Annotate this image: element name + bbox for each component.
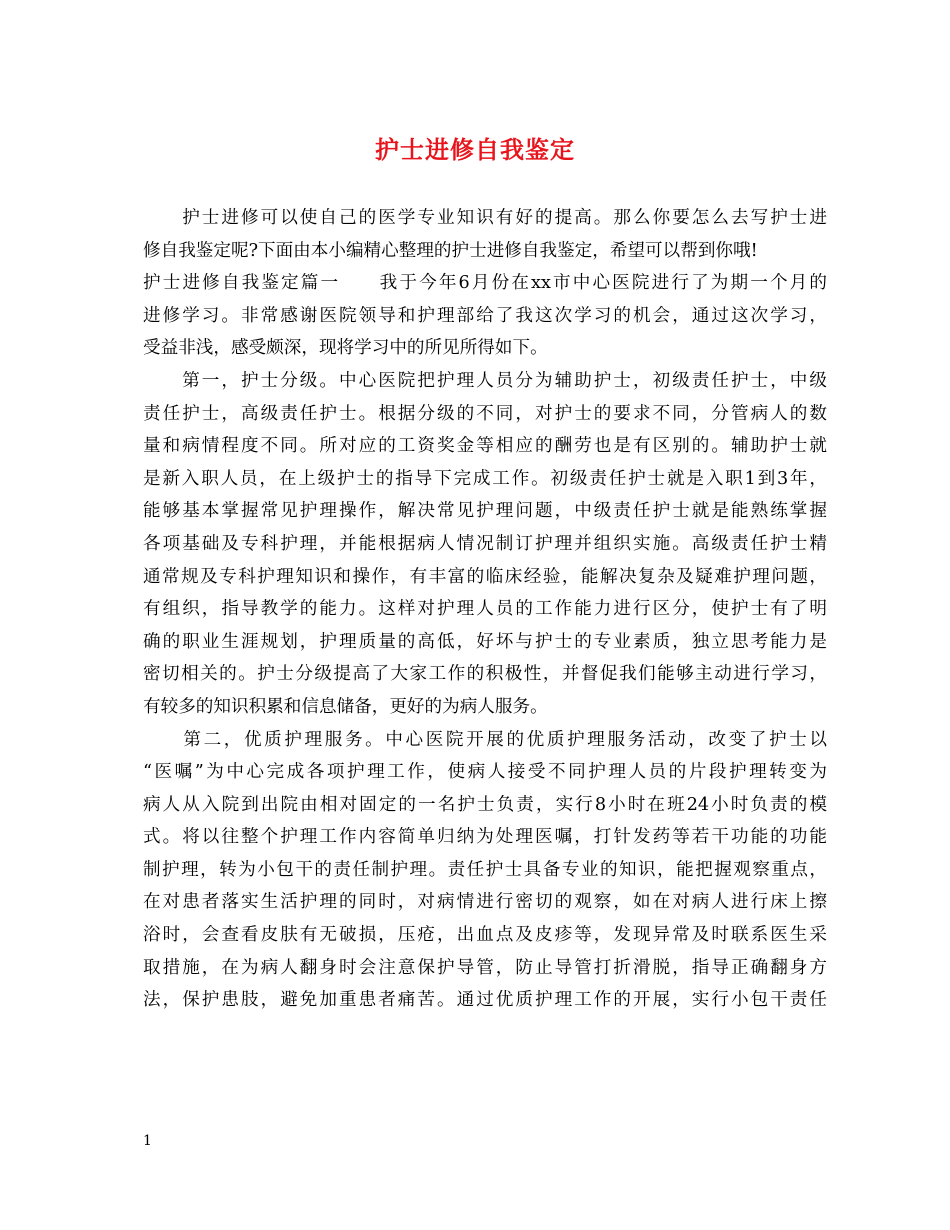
text-line: 进修学习。非常感谢医院领导和护理部给了我这次学习的机会，通过这次学习， bbox=[143, 305, 827, 326]
text-line: 在对患者落实生活护理的同时，对病情进行密切的观察，如在对病人进行床上擦 bbox=[143, 892, 827, 913]
document-body bbox=[143, 202, 827, 1017]
text-line: 法，保护患肢，避免加重患者痛苦。通过优质护理工作的开展，实行小包干责任 bbox=[143, 990, 827, 1011]
page-number: 1 bbox=[143, 1133, 152, 1149]
text-line: 密切相关的。护士分级提高了大家工作的积极性，并督促我们能够主动进行学习， bbox=[143, 664, 827, 685]
text-line: 有组织，指导教学的能力。这样对护理人员的工作能力进行区分，使护士有了明 bbox=[143, 599, 827, 620]
text-line: 护士进修可以使自己的医学专业知识有好的提高。那么你要怎么去写护士进 bbox=[143, 208, 827, 228]
text-line: 浴时，会查看皮肤有无破损，压疮，出血点及皮疹等，发现异常及时联系医生采 bbox=[143, 925, 827, 946]
text-line: 式。将以往整个护理工作内容简单归纳为处理医嘱，打针发药等若干功能的功能 bbox=[143, 827, 827, 848]
text-line: 取措施，在为病人翻身时会注意保护导管，防止导管打折滑脱，指导正确翻身方 bbox=[143, 957, 827, 978]
text-line: 受益非浅，感受颇深，现将学习中的所见所得如下。 bbox=[143, 338, 548, 359]
text-line: 是新入职人员，在上级护士的指导下完成工作。初级责任护士就是入职1到3年， bbox=[143, 468, 827, 489]
text-line: 量和病情程度不同。所对应的工资奖金等相应的酬劳也是有区别的。辅助护士就 bbox=[143, 436, 827, 457]
text-line: 确的职业生涯规划，护理质量的高低，好坏与护士的专业素质，独立思考能力是 bbox=[143, 631, 827, 652]
text-line: 第二，优质护理服务。中心医院开展的优质护理服务活动，改变了护士以 bbox=[143, 729, 827, 750]
text-line: 通常规及专科护理知识和操作，有丰富的临床经验，能解决复杂及疑难护理问题， bbox=[143, 566, 827, 587]
text-line: 各项基础及专科护理，并能根据病人情况制订护理并组织实施。高级责任护士精 bbox=[143, 533, 827, 554]
text-line: “医嘱”为中心完成各项护理工作，使病人接受不同护理人员的片段护理转变为 bbox=[143, 762, 827, 783]
page-title: 护士进修自我鉴定 bbox=[375, 135, 575, 164]
text-line: 护士进修自我鉴定篇一 我于今年6月份在xx市中心医院进行了为期一个月的 bbox=[143, 273, 827, 294]
text-line: 有较多的知识积累和信息储备，更好的为病人服务。 bbox=[143, 696, 548, 717]
text-line: 责任护士，高级责任护士。根据分级的不同，对护士的要求不同，分管病人的数 bbox=[143, 403, 827, 424]
text-line: 修自我鉴定呢?下面由本小编精心整理的护士进修自我鉴定，希望可以帮到你哦! bbox=[143, 240, 758, 261]
text-line: 制护理，转为小包干的责任制护理。责任护士具备专业的知识，能把握观察重点， bbox=[143, 859, 827, 880]
text-line: 病人从入院到出院由相对固定的一名护士负责，实行8小时在班24小时负责的模 bbox=[143, 794, 827, 815]
text-line: 能够基本掌握常见护理操作，解决常见护理问题，中级责任护士就是能熟练掌握 bbox=[143, 501, 827, 522]
text-line: 第一，护士分级。中心医院把护理人员分为辅助护士，初级责任护士，中级 bbox=[143, 370, 827, 391]
